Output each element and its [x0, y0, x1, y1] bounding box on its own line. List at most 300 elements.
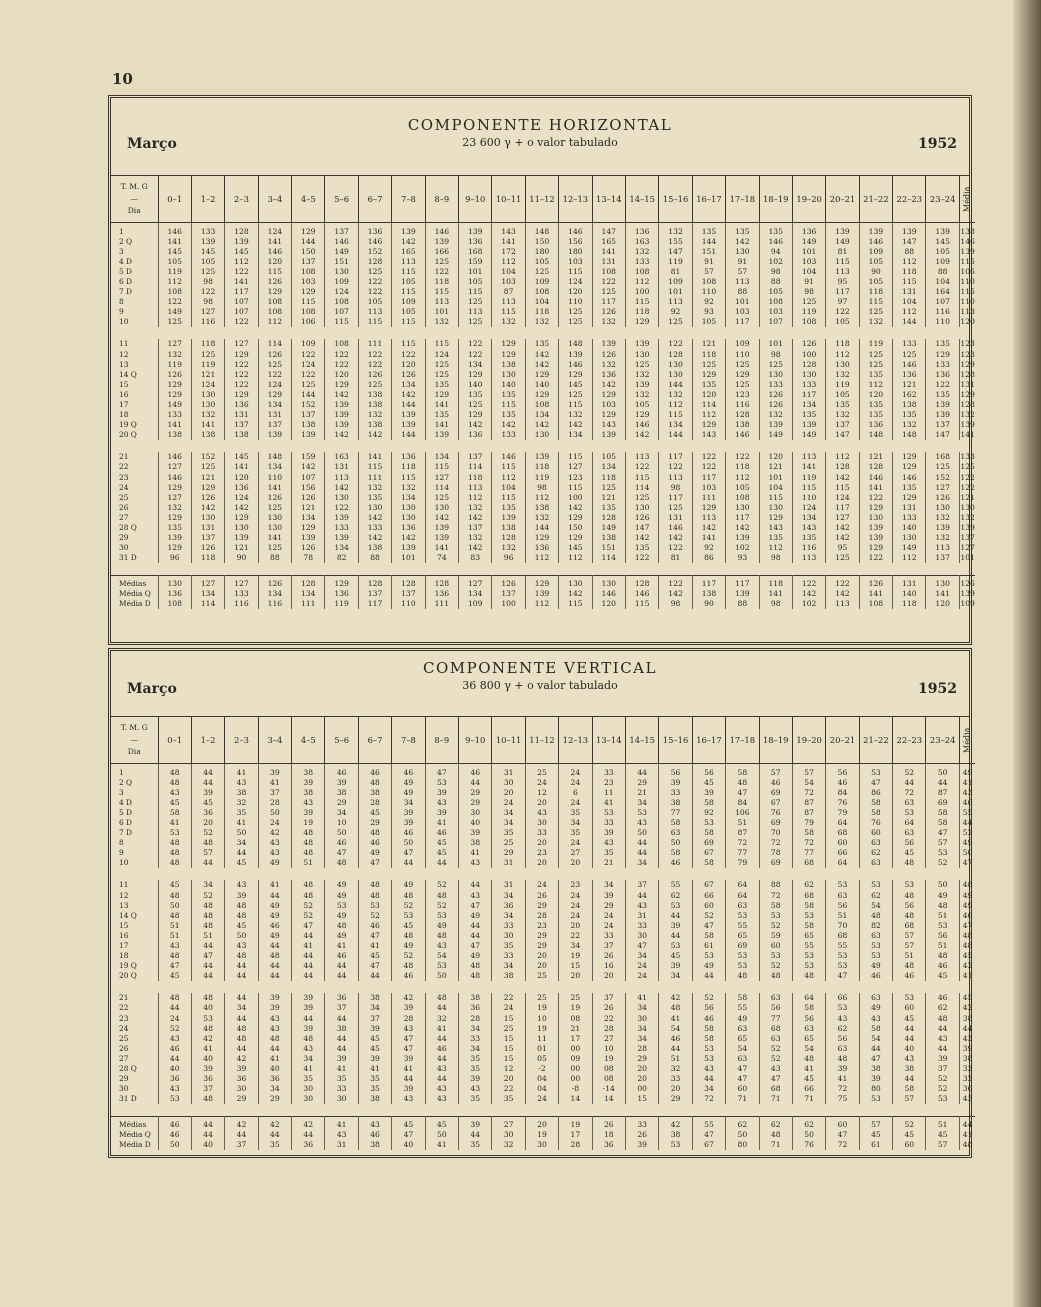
data-cell: 88	[759, 880, 792, 890]
table-row	[111, 287, 975, 297]
summary-cell: 45	[926, 1130, 959, 1140]
data-cell: 128	[859, 462, 892, 472]
data-cell: 121	[592, 493, 625, 503]
hour-column-header: 15–16	[659, 717, 692, 763]
data-cell: 112	[659, 400, 692, 410]
data-cell: 130	[659, 360, 692, 370]
day-label: 15	[111, 921, 158, 931]
data-cell: 105	[525, 257, 558, 267]
data-cell: 142	[425, 513, 458, 523]
data-cell: 56	[826, 1034, 859, 1044]
data-cell: 25	[559, 993, 592, 1003]
data-cell: 127	[158, 339, 191, 349]
hour-column-header: 6–7	[358, 176, 391, 222]
data-cell: 141	[225, 277, 258, 287]
data-cell: 129	[492, 350, 525, 360]
data-cell: 00	[559, 1044, 592, 1054]
summary-cell: 45	[859, 1130, 892, 1140]
data-cell: 45	[225, 921, 258, 931]
data-cell: 43	[425, 798, 458, 808]
data-cell: 129	[559, 533, 592, 543]
data-cell: 47	[459, 901, 492, 911]
data-cell: 136	[459, 237, 492, 247]
hour-column-header: 15–16	[659, 176, 692, 222]
data-cell: 113	[792, 553, 825, 563]
data-cell: -8	[559, 1084, 592, 1094]
data-cell: 146	[859, 473, 892, 483]
data-cell: 101	[960, 553, 975, 563]
data-cell: 33	[592, 931, 625, 941]
table-row	[111, 1014, 975, 1024]
data-cell: 128	[358, 257, 391, 267]
summary-cell: 44	[459, 1130, 492, 1140]
data-cell: 137	[292, 410, 325, 420]
data-cell: 139	[525, 452, 558, 462]
data-cell: 125	[191, 462, 224, 472]
data-cell: 39	[292, 808, 325, 818]
data-cell: 126	[625, 513, 658, 523]
table-title: COMPONENTE VERTICAL	[423, 659, 657, 677]
data-cell: 41	[158, 818, 191, 828]
table-row	[111, 828, 975, 838]
summary-cell: 128	[392, 575, 425, 589]
data-cell: 58	[859, 798, 892, 808]
data-cell: 34	[692, 1084, 725, 1094]
hour-column-header: 19–20	[792, 717, 825, 763]
data-cell: 141	[492, 237, 525, 247]
data-cell: 138	[358, 543, 391, 553]
data-cell: 35	[592, 848, 625, 858]
summary-cell: 139	[525, 589, 558, 599]
summary-cell: 30	[492, 1130, 525, 1140]
spacer-cell	[111, 981, 975, 993]
data-cell: 142	[191, 503, 224, 513]
data-cell: 29	[525, 941, 558, 951]
table-row	[111, 237, 975, 247]
data-cell: 113	[325, 473, 358, 483]
data-cell: 24	[525, 880, 558, 890]
data-cell: 126	[191, 493, 224, 503]
data-cell: 134	[425, 452, 458, 462]
data-cell: 44	[225, 961, 258, 971]
data-cell: 103	[759, 307, 792, 317]
data-cell: 142	[826, 523, 859, 533]
data-cell: 139	[492, 513, 525, 523]
data-cell: 48	[392, 961, 425, 971]
data-cell: 58	[659, 818, 692, 828]
table-row	[111, 1074, 975, 1084]
data-cell: 52	[392, 951, 425, 961]
data-cell: 115	[392, 267, 425, 277]
data-cell: 124	[191, 380, 224, 390]
data-cell: 74	[425, 553, 458, 563]
data-cell: 58	[926, 818, 959, 828]
data-cell: 116	[191, 317, 224, 327]
data-cell: 34	[559, 941, 592, 951]
data-cell: 49	[859, 961, 892, 971]
data-cell: 44	[962, 817, 973, 827]
data-cell: 44	[258, 941, 291, 951]
data-cell: 112	[826, 350, 859, 360]
summary-cell: 115	[625, 599, 658, 609]
data-cell: 49	[325, 880, 358, 890]
data-cell: 29	[358, 818, 391, 828]
data-cell: 62	[926, 1003, 959, 1013]
data-cell: 53	[659, 901, 692, 911]
data-cell: 118	[525, 462, 558, 472]
data-cell: 115	[492, 493, 525, 503]
data-cell: 129	[559, 513, 592, 523]
table-row	[111, 1003, 975, 1013]
data-cell: 125	[292, 380, 325, 390]
data-cell: 20	[559, 971, 592, 981]
data-cell: 143	[492, 222, 525, 237]
data-cell: 44	[425, 1074, 458, 1084]
summary-cell: 48	[962, 1140, 973, 1150]
data-cell: 48	[792, 971, 825, 981]
data-cell: 46	[692, 1014, 725, 1024]
data-cell: 84	[726, 798, 759, 808]
data-cell: 117	[826, 287, 859, 297]
data-cell: 139	[292, 430, 325, 440]
data-cell: 98	[792, 287, 825, 297]
data-cell: 53	[726, 911, 759, 921]
data-cell: 112	[525, 553, 558, 563]
data-cell: 49	[962, 838, 973, 848]
data-cell: 108	[792, 317, 825, 327]
data-cell: 43	[225, 778, 258, 788]
data-cell: 126	[759, 400, 792, 410]
day-label: 11	[111, 339, 158, 349]
data-cell: 122	[692, 452, 725, 462]
data-cell: 38	[358, 1094, 391, 1104]
data-cell: 47	[358, 931, 391, 941]
data-cell: 148	[859, 430, 892, 440]
data-cell: 122	[225, 267, 258, 277]
data-cell: 43	[759, 1064, 792, 1074]
data-cell: 149	[158, 400, 191, 410]
data-cell: 51	[726, 818, 759, 828]
data-cell: 44	[191, 858, 224, 868]
data-cell: 44	[459, 880, 492, 890]
data-cell: 41	[358, 941, 391, 951]
data-cell: 142	[826, 533, 859, 543]
day-label: 28 Q	[111, 523, 158, 533]
data-cell: 138	[726, 420, 759, 430]
data-cell: 33	[525, 828, 558, 838]
data-cell: 44	[325, 1044, 358, 1054]
data-cell: 129	[926, 350, 959, 360]
data-cell: 40	[893, 1044, 926, 1054]
data-cell: 38	[358, 993, 391, 1003]
data-cell: 14	[559, 1094, 592, 1104]
data-cell: 43	[258, 1014, 291, 1024]
day-label: 26	[111, 503, 158, 513]
table-month: Março	[127, 136, 177, 152]
data-cell: 135	[625, 543, 658, 553]
data-cell: 22	[492, 1084, 525, 1094]
data-cell: 139	[459, 222, 492, 237]
data-cell: 115	[425, 287, 458, 297]
data-cell: 45	[358, 951, 391, 961]
data-cell: 108	[525, 287, 558, 297]
data-cell: 135	[859, 410, 892, 420]
data-cell: 137	[292, 257, 325, 267]
data-cell: 14	[592, 1094, 625, 1104]
data-cell: 37	[625, 880, 658, 890]
data-cell: 70	[759, 828, 792, 838]
data-cell: 47	[358, 858, 391, 868]
data-cell: 135	[492, 410, 525, 420]
data-cell: 119	[859, 339, 892, 349]
data-cell: 46	[325, 838, 358, 848]
data-cell: 52	[926, 1074, 959, 1084]
data-cell: 130	[759, 503, 792, 513]
data-cell: 48	[962, 880, 973, 890]
day-label: 24	[111, 1024, 158, 1034]
data-cell: 126	[292, 493, 325, 503]
data-cell: 136	[792, 222, 825, 237]
data-cell: 44	[225, 971, 258, 981]
data-cell: 53	[726, 951, 759, 961]
data-cell: 115	[859, 297, 892, 307]
data-cell: 28	[592, 1024, 625, 1034]
data-cell: 53	[726, 961, 759, 971]
data-cell: 131	[225, 410, 258, 420]
data-cell: 127	[559, 462, 592, 472]
data-cell: 115	[492, 307, 525, 317]
summary-cell: 40	[191, 1140, 224, 1150]
table-row	[111, 390, 975, 400]
data-cell: 68	[826, 828, 859, 838]
data-cell: 139	[225, 533, 258, 543]
data-cell: 129	[525, 370, 558, 380]
data-cell: 132	[492, 317, 525, 327]
data-cell: 43	[425, 941, 458, 951]
data-cell: 24	[258, 818, 291, 828]
data-cell: 135	[692, 380, 725, 390]
data-cell: 44	[258, 961, 291, 971]
data-cell: 132	[659, 390, 692, 400]
summary-cell: 42	[258, 1116, 291, 1130]
data-cell: 48	[962, 930, 973, 940]
summary-cell: 46	[158, 1130, 191, 1140]
table-row	[111, 1034, 975, 1044]
data-cell: 48	[225, 901, 258, 911]
data-cell: 44	[325, 961, 358, 971]
data-cell: 93	[726, 553, 759, 563]
table-row	[111, 543, 975, 553]
data-cell: 31	[492, 858, 525, 868]
data-cell: 119	[792, 307, 825, 317]
data-cell: 130	[792, 370, 825, 380]
data-cell: 58	[692, 828, 725, 838]
data-cell: 52	[425, 880, 458, 890]
data-cell: 48	[158, 951, 191, 961]
data-cell: 48	[926, 951, 959, 961]
data-cell: 106	[960, 266, 975, 276]
data-cell: 141	[859, 483, 892, 493]
data-cell: 51	[926, 941, 959, 951]
data-cell: 48	[158, 778, 191, 788]
data-cell: 19	[559, 951, 592, 961]
summary-cell: 36	[292, 1140, 325, 1150]
data-cell: 132	[960, 410, 975, 420]
data-cell: 52	[191, 891, 224, 901]
data-cell: 36	[492, 901, 525, 911]
data-cell: 122	[459, 339, 492, 349]
data-cell: 39	[659, 921, 692, 931]
data-cell: 48	[358, 891, 391, 901]
data-cell: 138	[358, 390, 391, 400]
data-cell: 98	[659, 483, 692, 493]
table-subtitle: 23 600 γ + o valor tabulado	[462, 136, 618, 149]
data-cell: 56	[826, 901, 859, 911]
data-cell: 115	[492, 462, 525, 472]
data-cell: 38	[659, 798, 692, 808]
data-cell: 52	[692, 993, 725, 1003]
data-cell: 26	[592, 1003, 625, 1013]
data-cell: 51	[191, 931, 224, 941]
data-cell: 43	[392, 1094, 425, 1104]
data-cell: 146	[559, 222, 592, 237]
data-cell: 135	[759, 222, 792, 237]
data-cell: 142	[625, 533, 658, 543]
data-cell: 69	[926, 798, 959, 808]
summary-cell: 35	[459, 1140, 492, 1150]
data-cell: 120	[960, 317, 975, 327]
summary-cell: 61	[859, 1140, 892, 1150]
data-cell: 113	[692, 513, 725, 523]
day-label: 21	[111, 993, 158, 1003]
data-cell: 145	[225, 247, 258, 257]
data-cell: 135	[726, 222, 759, 237]
data-cell: 63	[893, 828, 926, 838]
data-cell: 23	[592, 778, 625, 788]
data-cell: 132	[960, 512, 975, 522]
data-cell: 49	[392, 778, 425, 788]
data-cell: 58	[158, 808, 191, 818]
data-cell: 58	[692, 798, 725, 808]
data-cell: 63	[759, 1034, 792, 1044]
data-cell: 38	[492, 971, 525, 981]
day-label: 6 D	[111, 277, 158, 287]
data-cell: 21	[559, 1024, 592, 1034]
data-cell: 44	[191, 763, 224, 778]
data-cell: 41	[826, 1074, 859, 1084]
data-cell: 139	[158, 533, 191, 543]
data-cell: 137	[191, 533, 224, 543]
data-cell: 126	[392, 370, 425, 380]
vertical-data-grid	[111, 717, 975, 1150]
data-cell: 113	[492, 297, 525, 307]
data-cell: 128	[492, 533, 525, 543]
data-cell: 125	[559, 390, 592, 400]
data-cell: 38	[893, 1064, 926, 1074]
table-row	[111, 317, 975, 327]
data-cell: 122	[659, 462, 692, 472]
data-cell: 50	[225, 931, 258, 941]
data-cell: 139	[826, 222, 859, 237]
hour-column-header: 20–21	[826, 717, 859, 763]
day-label: 13	[111, 901, 158, 911]
day-label: 25	[111, 1034, 158, 1044]
data-cell: 121	[759, 462, 792, 472]
data-cell: 20	[525, 951, 558, 961]
day-label: 10	[111, 858, 158, 868]
data-cell: 122	[325, 503, 358, 513]
summary-cell: 57	[926, 1140, 959, 1150]
data-cell: 113	[926, 543, 959, 553]
data-cell: 79	[726, 858, 759, 868]
data-cell: 130	[826, 360, 859, 370]
data-cell: 138	[893, 400, 926, 410]
data-cell: 130	[859, 513, 892, 523]
data-cell: 30	[292, 1094, 325, 1104]
data-cell: 46	[893, 971, 926, 981]
data-cell: 53	[826, 1003, 859, 1013]
data-cell: 106	[726, 808, 759, 818]
data-cell: 33	[592, 818, 625, 828]
data-cell: 132	[358, 483, 391, 493]
data-cell: 133	[759, 380, 792, 390]
data-cell: 68	[759, 1024, 792, 1034]
summary-cell: 26	[625, 1130, 658, 1140]
data-cell: 01	[525, 1044, 558, 1054]
table-year: 1952	[918, 136, 957, 152]
data-cell: 65	[726, 1034, 759, 1044]
data-cell: 34	[191, 880, 224, 890]
data-cell: 43	[962, 787, 973, 797]
day-label: 17	[111, 400, 158, 410]
data-cell: 129	[525, 390, 558, 400]
table-row	[111, 911, 975, 921]
data-cell: 44	[659, 1044, 692, 1054]
data-cell: 125	[358, 380, 391, 390]
data-cell: 141	[258, 483, 291, 493]
day-label: 15	[111, 380, 158, 390]
table-row	[111, 1054, 975, 1064]
data-cell: 142	[826, 473, 859, 483]
data-cell: 48	[425, 931, 458, 941]
data-cell: 142	[726, 237, 759, 247]
data-cell: 68	[893, 921, 926, 931]
data-cell: 44	[425, 1034, 458, 1044]
data-cell: 112	[826, 452, 859, 462]
data-cell: 53	[659, 941, 692, 951]
data-cell: 79	[792, 818, 825, 828]
summary-cell: 88	[726, 599, 759, 609]
data-cell: 59	[759, 931, 792, 941]
summary-cell: 44	[225, 1130, 258, 1140]
data-cell: 72	[893, 788, 926, 798]
data-cell: 52	[358, 911, 391, 921]
data-cell: 113	[459, 483, 492, 493]
data-cell: 48	[191, 838, 224, 848]
data-cell: 98	[759, 267, 792, 277]
data-cell: 55	[659, 880, 692, 890]
data-cell: 64	[826, 858, 859, 868]
data-cell: 28	[625, 1044, 658, 1054]
data-cell: 77	[759, 1014, 792, 1024]
data-cell: 115	[792, 483, 825, 493]
data-cell: 60	[726, 1084, 759, 1094]
data-cell: 100	[792, 350, 825, 360]
data-cell: 109	[392, 297, 425, 307]
data-cell: 30	[325, 1094, 358, 1104]
data-cell: 48	[358, 828, 391, 838]
summary-cell: 42	[225, 1116, 258, 1130]
